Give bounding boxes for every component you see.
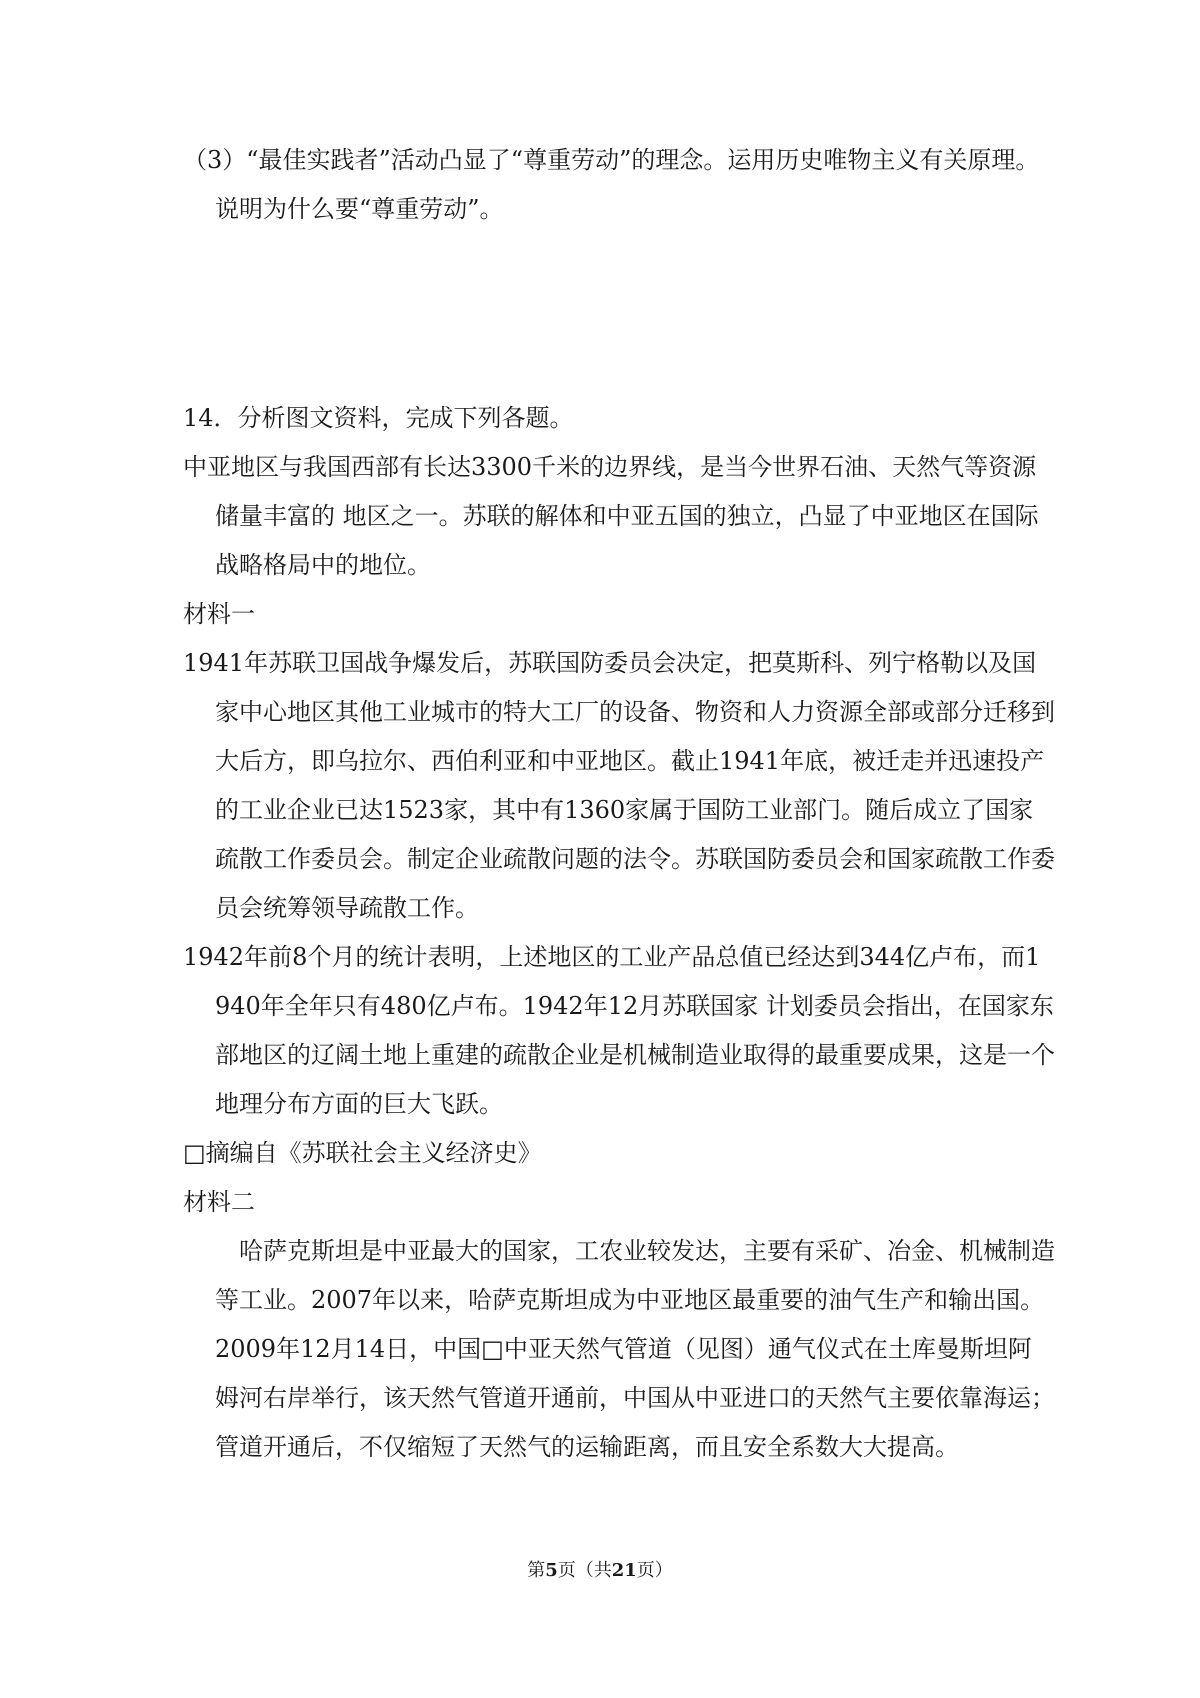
question-14-title: 14．分析图文资料，完成下列各题。 <box>183 404 574 432</box>
material-2-paragraph-1: 哈萨克斯坦是中亚最大的国家，工农业较发达，主要有采矿、冶金、机械制造等工业。2007年以来，哈萨克斯坦成为中亚地区最重要的油气生产和输出国。2009年12月14日，中国□中亚天然气管道（见图）通气仪式在土库曼斯坦阿姆河右岸举行，该天然气管道开通前，中国从中亚进口的天然气主要依靠海运；管道开通后，不仅缩短了天然气的运输距离，而且安全系数大大提高。 <box>215 1237 1055 1461</box>
material-1-paragraph-2: 1942年前8个月的统计表明，上述地区的工业产品总值已经达到344亿卢布，而1940年全年只有480亿卢布。1942年12月苏联国家 计划委员会指出，在国家东部地区的辽阔土地上重建的疏散企业是机械制造业取得的最重要成果，这是一个地理分布方面的巨大飞跃。 <box>183 943 1055 1118</box>
material-1-heading: 材料一 <box>183 600 255 628</box>
page-footer <box>0 1558 1200 1584</box>
material-1-paragraph-1: 1941年苏联卫国战争爆发后，苏联国防委员会决定，把莫斯科、列宁格勒以及国家中心地区其他工业城市的特大工厂的设备、物资和人力资源全部或部分迁移到大后方，即乌拉尔、西伯利亚和中亚地区。截止1941年底，被迁走并迅速投产的工业企业已达1523家，其中有1360家属于国防工业部门。随后成立了国家疏散工作委员会。制定企业疏散问题的法令。苏联国防委员会和国家疏散工作委员会统筹领导疏散工作。 <box>183 649 1055 922</box>
footer-total-pages: 21 <box>611 1560 637 1581</box>
footer-prefix: 第 <box>527 1560 546 1581</box>
question-14-intro: 中亚地区与我国西部有长达3300千米的边界线，是当今世界石油、天然气等资源储量丰富的 地区之一。苏联的解体和中亚五国的独立，凸显了中亚地区在国际战略格局中的地位。 <box>183 453 1039 579</box>
material-2-heading: 材料二 <box>183 1188 255 1216</box>
footer-page-number: 5 <box>545 1560 558 1581</box>
footer-middle: 页（共 <box>557 1560 612 1581</box>
question-3-text: （3）“最佳实践者”活动凸显了“尊重劳动”的理念。运用历史唯物主义有关原理。说明为什么要“尊重劳动”。 <box>183 146 1040 223</box>
footer-suffix: 页） <box>636 1560 673 1581</box>
material-1-source: □摘编自《苏联社会主义经济史》 <box>183 1139 542 1167</box>
